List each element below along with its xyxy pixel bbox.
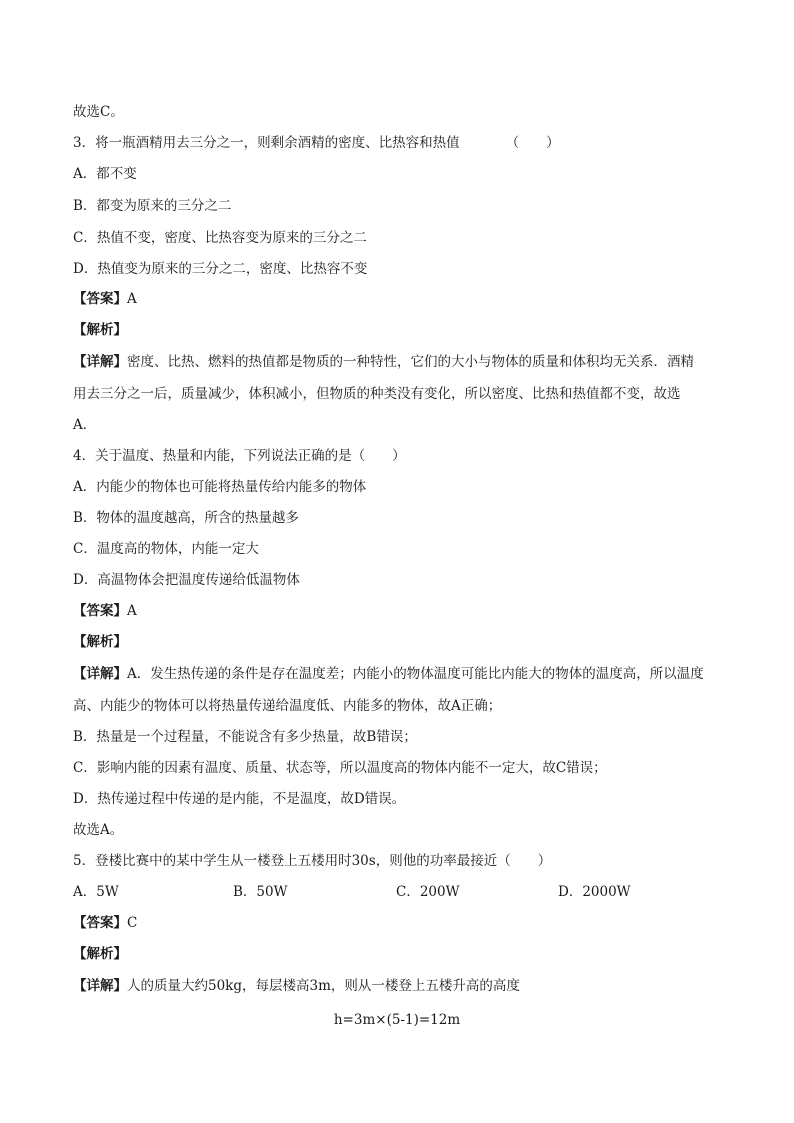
q3-option-c: C．热值不变，密度、比热容变为原来的三分之二 bbox=[73, 230, 367, 246]
q5-detail-label: 【详解】 bbox=[73, 978, 127, 994]
q3-answer-value: A bbox=[127, 291, 137, 307]
q4-option-d: D．高温物体会把温度传递给低温物体 bbox=[73, 572, 300, 588]
q3-analysis-label: 【解析】 bbox=[73, 322, 127, 338]
q4-option-a: A．内能少的物体也可能将热量传给内能多的物体 bbox=[73, 479, 367, 495]
q4-detail-line3: B．热量是一个过程量，不能说含有多少热量，故B错误； bbox=[73, 729, 417, 745]
q5-analysis-label: 【解析】 bbox=[73, 946, 127, 962]
q3-stem-text: 3．将一瓶酒精用去三分之一，则剩余酒精的密度、比热容和热值 bbox=[73, 135, 460, 151]
q3-stem bbox=[73, 133, 560, 153]
q3-option-d: D．热值变为原来的三分之二，密度、比热容不变 bbox=[73, 261, 368, 277]
q4-option-c: C．温度高的物体，内能一定大 bbox=[73, 541, 259, 557]
q4-answer bbox=[73, 601, 137, 621]
q3-detail-line1 bbox=[73, 352, 694, 372]
q4-detail-line4: C．影响内能的因素有温度、质量、状态等，所以温度高的物体内能不一定大，故C错误； bbox=[73, 760, 607, 776]
q4-detail-line1 bbox=[73, 664, 704, 684]
q4-detail-text1: A．发生热传递的条件是存在温度差；内能小的物体温度可能比内能大的物体的温度高，所以温度 bbox=[127, 666, 704, 682]
q5-answer-label: 【答案】 bbox=[73, 915, 127, 931]
q5-option-a: A．5W bbox=[73, 884, 119, 900]
q5-option-d: D．2000W bbox=[558, 884, 631, 900]
q4-detail-line5: D．热传递过程中传递的是内能，不是温度，故D错误。 bbox=[73, 791, 406, 807]
q3-detail-label: 【详解】 bbox=[73, 354, 127, 370]
q5-detail-text1: 人的质量大约50kg，每层楼高3m，则从一楼登上五楼升高的高度 bbox=[127, 978, 520, 994]
q5-formula: h=3m×(5-1)=12m bbox=[333, 1012, 461, 1028]
q5-stem: 5．登楼比赛中的某中学生从一楼登上五楼用时30s，则他的功率最接近（ ） bbox=[73, 853, 552, 869]
q3-detail-text1: 密度、比热、燃料的热值都是物质的一种特性，它们的大小与物体的质量和体积均无关系．酒精 bbox=[127, 354, 694, 370]
prev-conclusion: 故选C。 bbox=[73, 104, 124, 120]
q4-option-b: B．物体的温度越高，所含的热量越多 bbox=[73, 510, 299, 526]
q3-option-a: A．都不变 bbox=[73, 166, 137, 182]
q4-answer-value: A bbox=[127, 603, 137, 619]
q5-option-b: B．50W bbox=[233, 884, 288, 900]
q4-analysis-label: 【解析】 bbox=[73, 634, 127, 650]
q5-detail-line1 bbox=[73, 976, 520, 996]
q5-option-c: C．200W bbox=[396, 884, 460, 900]
q3-answer-label: 【答案】 bbox=[73, 291, 127, 307]
q4-stem: 4．关于温度、热量和内能，下列说法正确的是（ ） bbox=[73, 448, 406, 464]
q3-option-b: B．都变为原来的三分之二 bbox=[73, 198, 232, 214]
q4-detail-line2: 高、内能少的物体可以将热量传递给温度低、内能多的物体，故A正确； bbox=[73, 698, 502, 714]
q4-conclusion: 故选A。 bbox=[73, 822, 124, 838]
q5-answer bbox=[73, 913, 137, 933]
q3-detail-line3: A． bbox=[73, 417, 97, 433]
q4-detail-label: 【详解】 bbox=[73, 666, 127, 682]
q3-answer bbox=[73, 289, 137, 309]
q5-answer-value: C bbox=[127, 915, 138, 931]
q3-paren: （ ） bbox=[505, 135, 560, 151]
q3-detail-line2: 用去三分之一后，质量减少，体积减小，但物质的种类没有变化，所以密度、比热和热值都不变，故选 bbox=[73, 386, 681, 402]
q4-answer-label: 【答案】 bbox=[73, 603, 127, 619]
